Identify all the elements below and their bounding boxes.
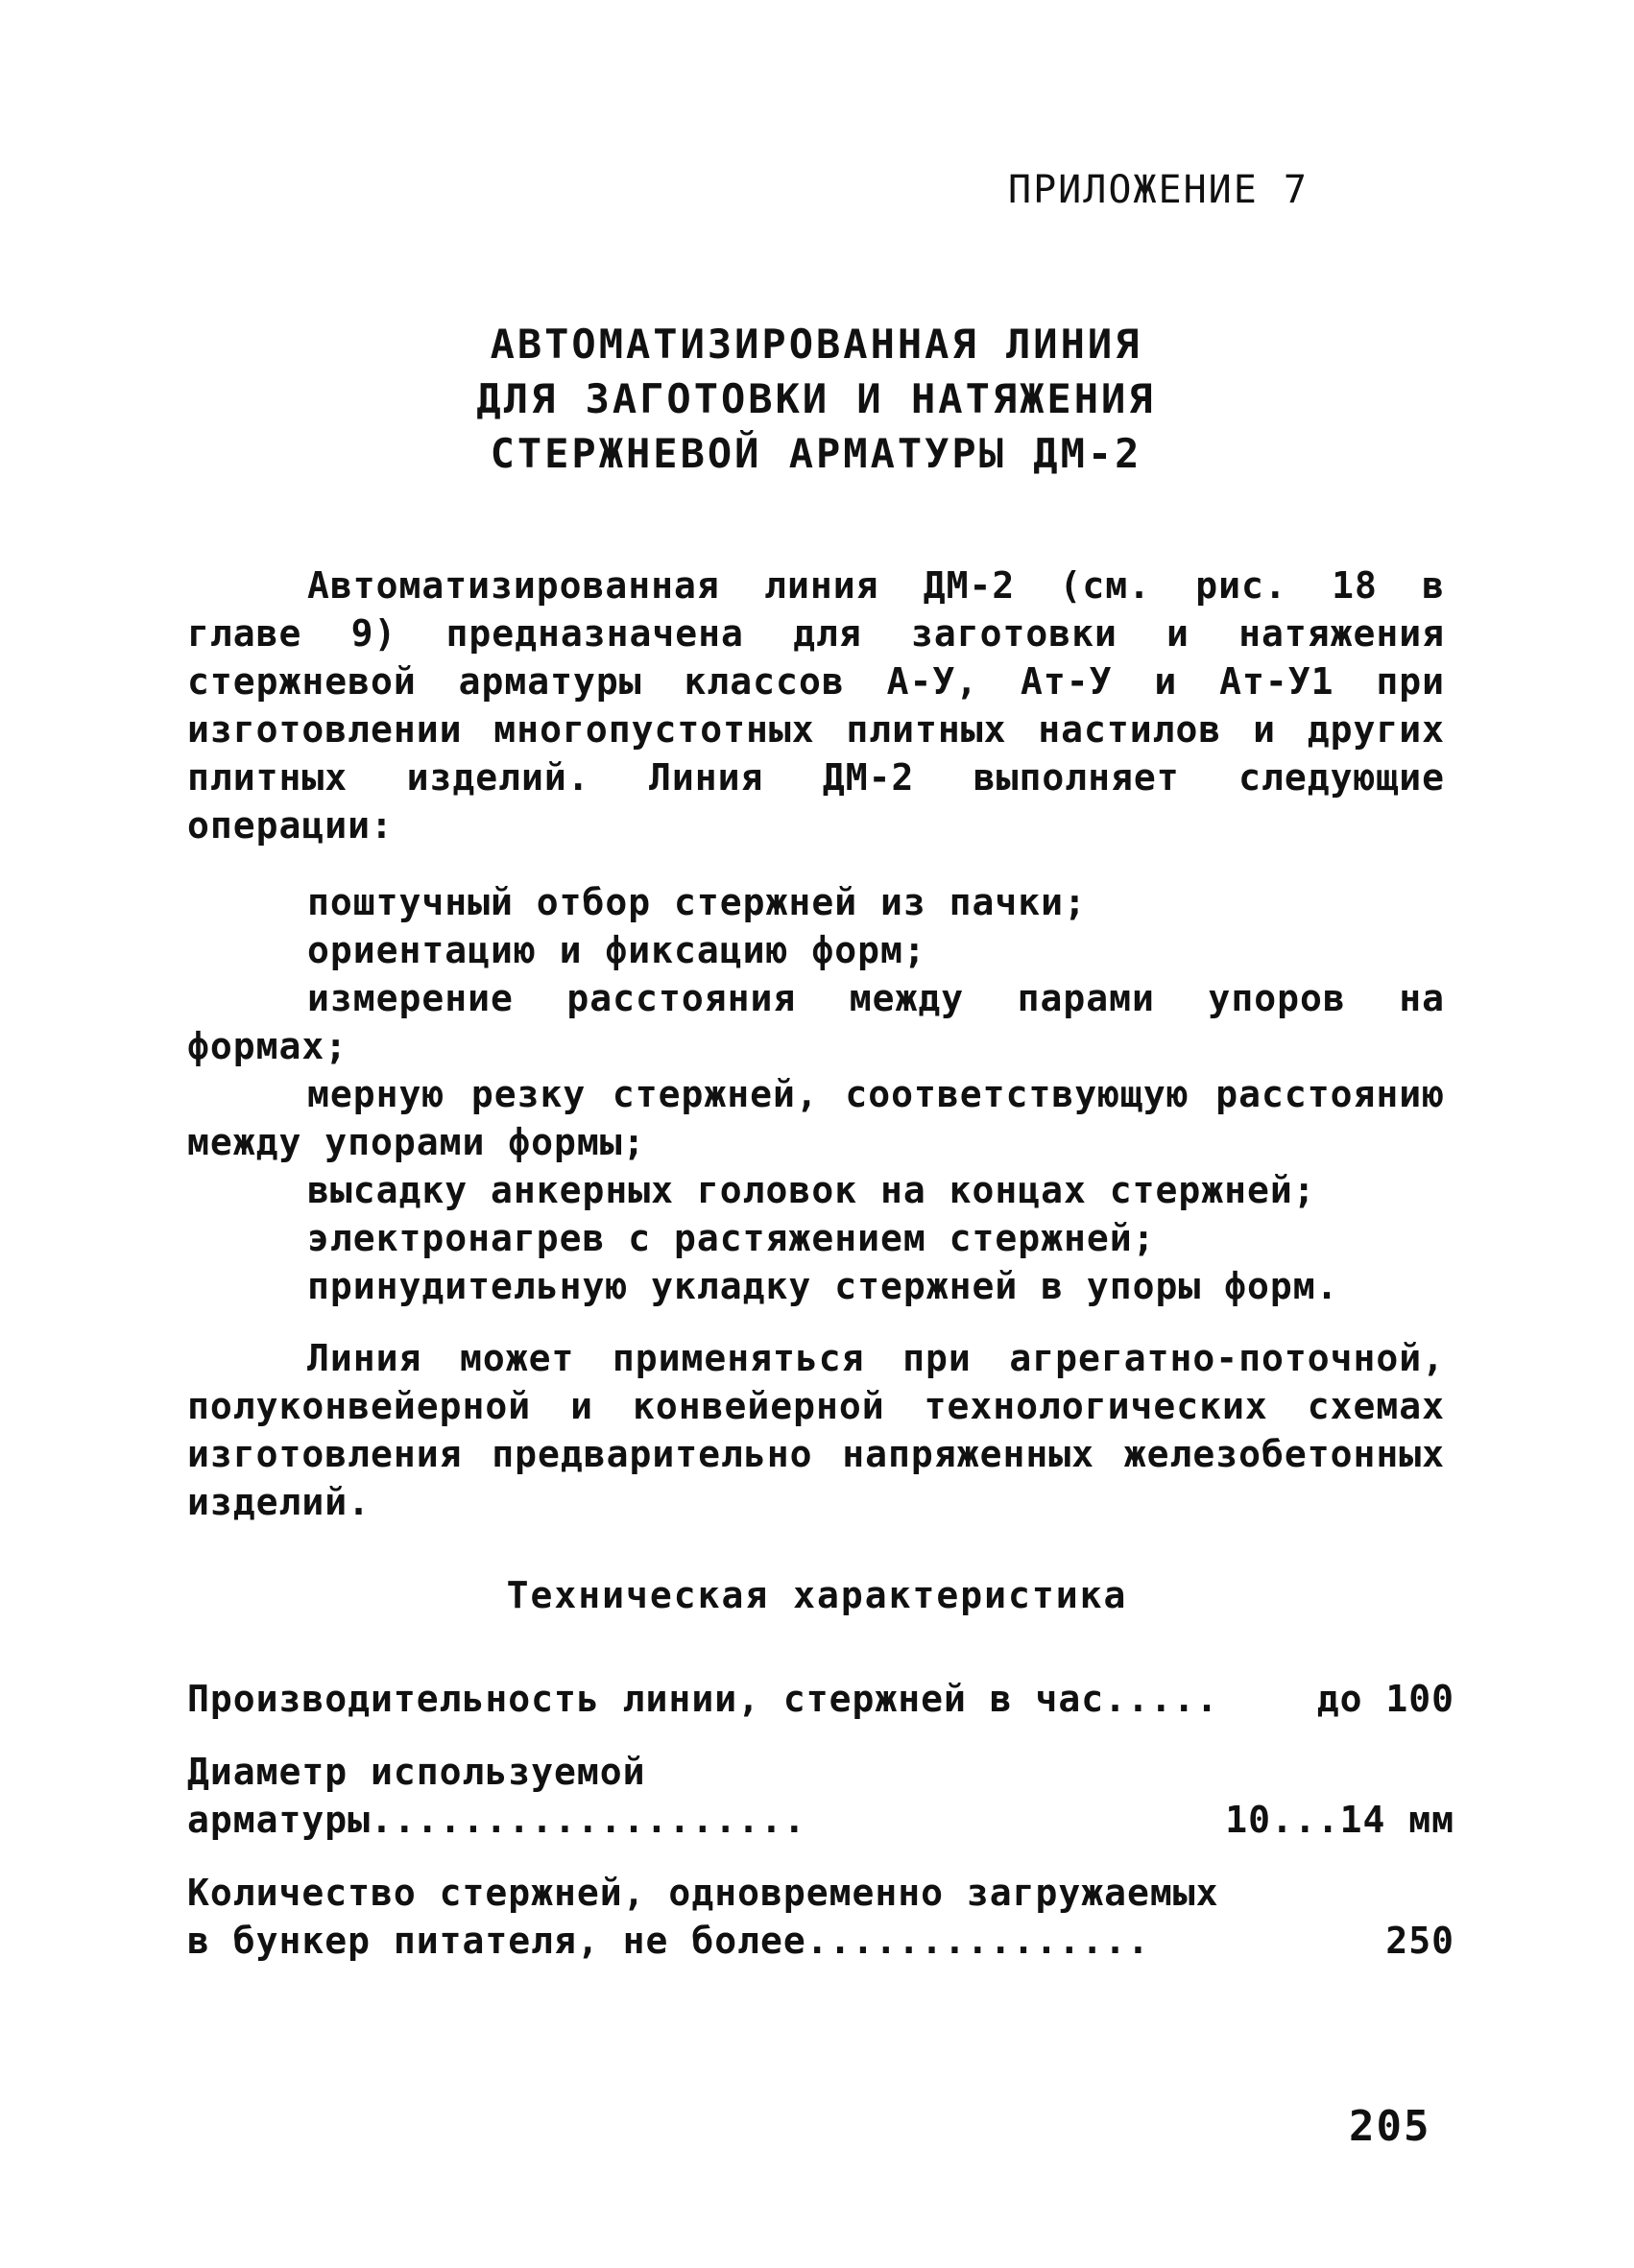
title-line-2: ДЛЯ ЗАГОТОВКИ И НАТЯЖЕНИЯ — [476, 375, 1156, 422]
operation-item: электронагрев с растяжением стержней; — [307, 1217, 1156, 1259]
title-line-3: СТЕРЖНЕВОЙ АРМАТУРЫ ДМ-2 — [490, 430, 1142, 477]
operation-item: высадку анкерных головок на концах стержней; — [307, 1169, 1316, 1211]
spec-label: Производительность линии, стержней в час..... — [187, 1678, 1219, 1720]
spec-value: до 100 — [1316, 1678, 1454, 1720]
specs-table — [187, 1675, 1454, 1965]
operation-item: мерную резку стержней, соответствующую расстоянию между упорами формы; — [187, 1073, 1445, 1163]
spec-value: 250 — [1385, 1920, 1454, 1962]
operation-item: принудительную укладку стержней в упоры форм. — [307, 1265, 1339, 1307]
operation-item: измерение расстояния между парами упоров на формах; — [187, 977, 1445, 1067]
operation-item: поштучный отбор стержней из пачки; — [307, 881, 1087, 923]
intro-paragraph: Автоматизированная линия ДМ-2 (см. рис. 18 в главе 9) предназначена для заготовки и натяжения стержневой арматуры классов А-У, Ат-У и Ат-У1 при изготовлении многопустотных плитных настилов и других плитных изделий. Линия ДМ-2 выполняет следующие операции: — [187, 564, 1445, 847]
operation-item: ориентацию и фиксацию форм; — [307, 929, 926, 971]
spec-value: 10...14 мм — [1225, 1799, 1454, 1841]
appendix-label: ПРИЛОЖЕНИЕ 7 — [1008, 168, 1309, 212]
spec-row — [187, 1748, 1454, 1844]
spec-row — [187, 1869, 1454, 1965]
spec-label: Диаметр используемой арматуры................... — [187, 1751, 806, 1841]
document-title — [288, 317, 1344, 481]
specs-heading: Техническая характеристика — [506, 1574, 1128, 1616]
title-line-1: АВТОМАТИЗИРОВАННАЯ ЛИНИЯ — [490, 321, 1142, 368]
usage-section — [187, 1334, 1445, 1526]
spec-label: Количество стержней, одновременно загружаемых в бункер питателя, не более............... — [187, 1872, 1219, 1962]
usage-paragraph: Линия может применяться при агрегатно-поточной, полуконвейерной и конвейерной технологических схемах изготовления предварительно напряженных железобетонных изделий. — [187, 1337, 1445, 1523]
operations-list — [187, 878, 1445, 1310]
page-number: 205 — [1349, 2102, 1431, 2151]
intro-section — [187, 561, 1445, 849]
spec-row — [187, 1675, 1454, 1723]
